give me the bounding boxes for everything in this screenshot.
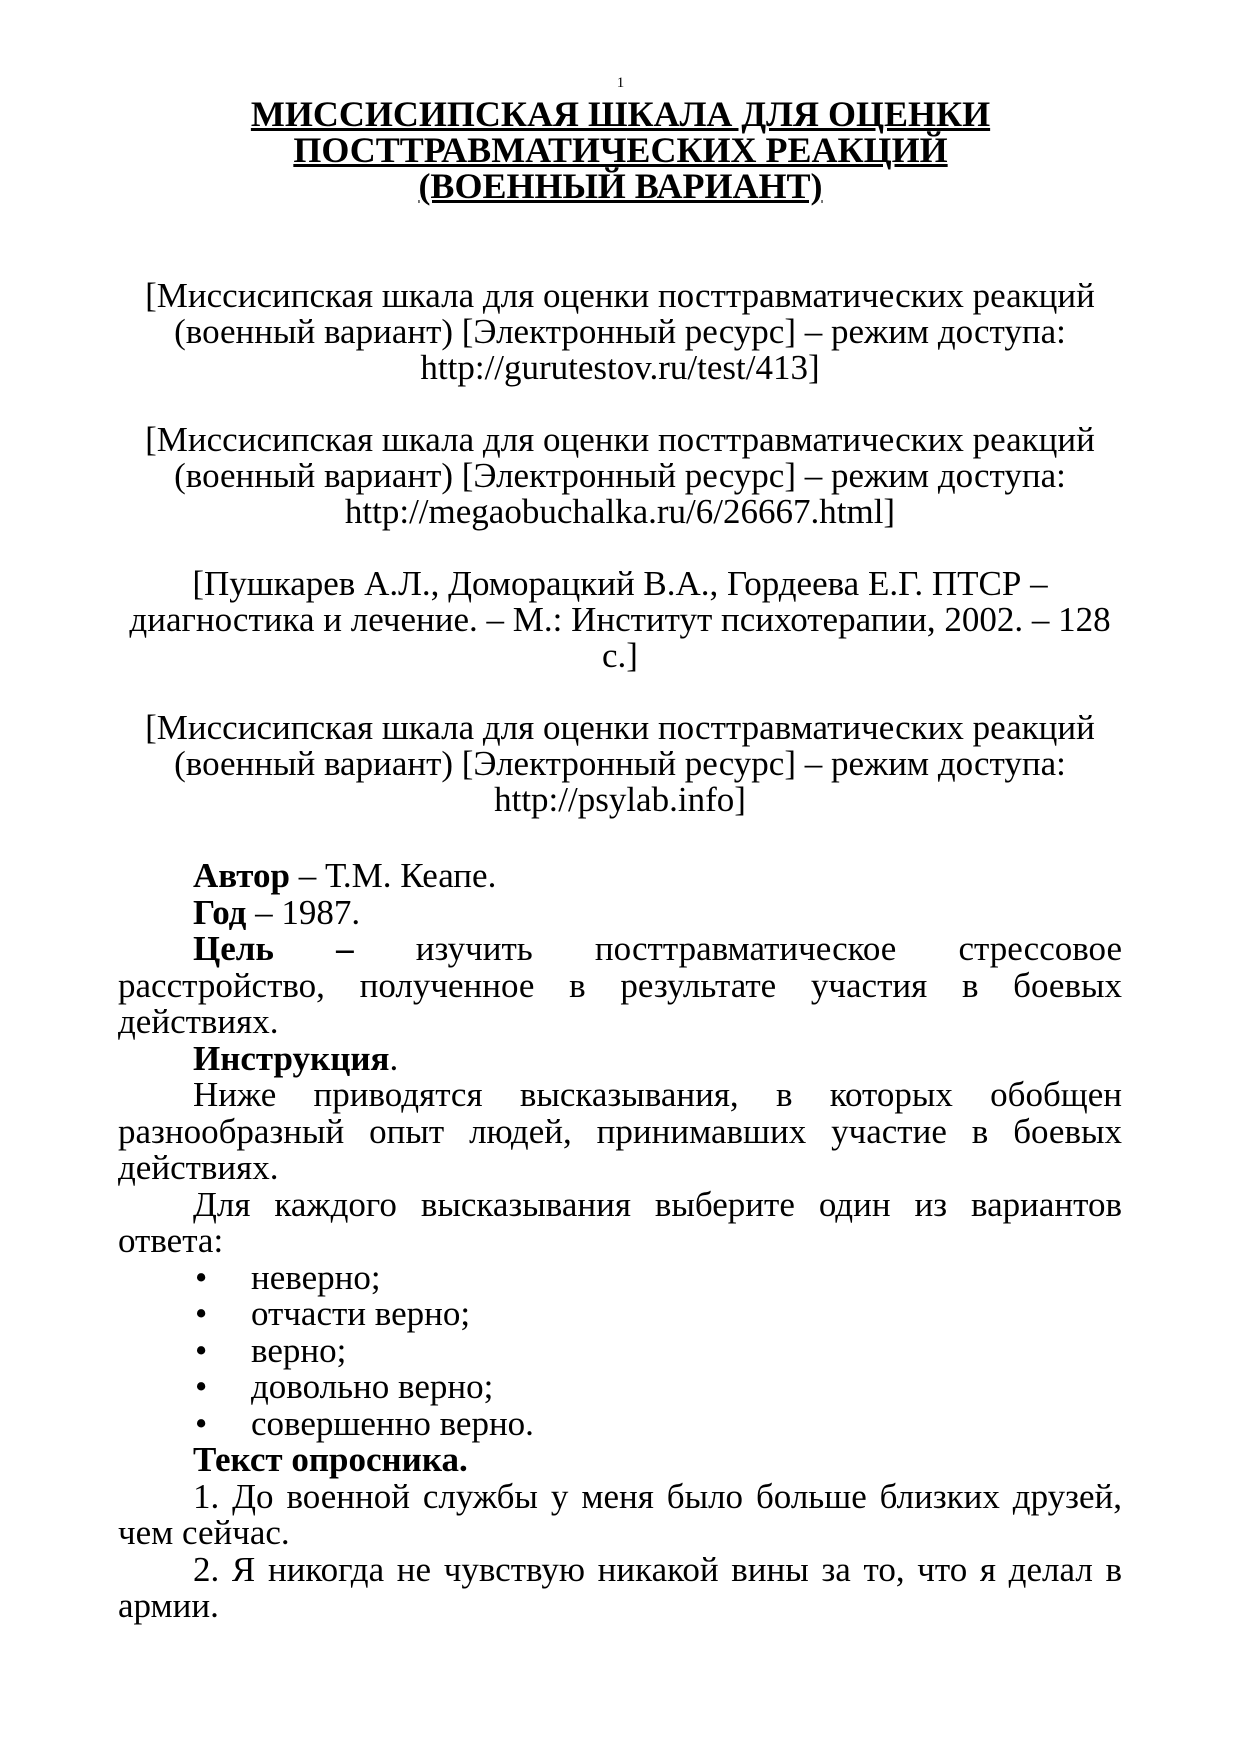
option-label: неверно; (251, 1257, 381, 1297)
year-line (118, 892, 1122, 932)
author-value: – Т.М. Кеапе. (290, 856, 497, 895)
question-item-2: 2. Я никогда не чувствую никакой вины за то, что я делал в армии. (118, 1549, 1122, 1625)
list-item (118, 1296, 1122, 1333)
year-label: Год (193, 892, 247, 932)
author-line (118, 858, 1122, 895)
page-number: 1 (616, 75, 625, 91)
title-line-3: (ВОЕННЫЙ ВАРИАНТ) (418, 166, 823, 206)
instruction-label-suffix: . (389, 1038, 399, 1078)
document-title (0, 96, 1241, 204)
bullet-icon: • (195, 1403, 208, 1443)
instruction-heading (118, 1038, 1122, 1078)
option-label: довольно верно; (251, 1367, 494, 1406)
title-line-1: МИССИСИПСКАЯ ШКАЛА ДЛЯ ОЦЕНКИ (250, 94, 991, 134)
title-line-2: ПОСТТРАВМАТИЧЕСКИХ РЕАКЦИЙ (293, 130, 948, 170)
option-label: отчасти верно; (251, 1294, 471, 1333)
reference-1: [Миссисипская шкала для оценки посттравматических реакций (военный вариант) [Электронный ресурс] – режим доступа: http://gurutestov.ru/test/413] (145, 276, 1095, 387)
list-item (118, 1330, 1122, 1370)
goal-label: Цель – (193, 929, 354, 968)
list-item (118, 1403, 1122, 1443)
option-label: верно; (251, 1330, 347, 1370)
answer-options-list (118, 1257, 1122, 1443)
goal-value: изучить посттравматическое стрессовое расстройство, полученное в результате участия в боевых действиях. (118, 929, 1123, 1041)
question-item-1: 1. До военной службы у меня было больше близких друзей, чем сейчас. (118, 1476, 1122, 1552)
goal-paragraph (118, 931, 1122, 1041)
bullet-icon: • (195, 1294, 208, 1333)
reference-4: [Миссисипская шкала для оценки посттравматических реакций (военный вариант) [Электронный ресурс] – режим доступа: http://psylab.info] (145, 708, 1095, 819)
references-block (115, 278, 1125, 854)
bullet-icon: • (195, 1367, 208, 1406)
instruction-label: Инструкция (193, 1038, 390, 1078)
year-value: – 1987. (246, 892, 361, 932)
option-label: совершенно верно. (251, 1403, 534, 1443)
reference-3: [Пушкарев А.Л., Доморацкий В.А., Гордеева Е.Г. ПТСР – диагностика и лечение. – М.: Институт психотерапии, 2002. – 128 с.] (129, 564, 1111, 675)
reference-2: [Миссисипская шкала для оценки посттравматических реакций (военный вариант) [Электронный ресурс] – режим доступа: http://megaobuchalka.ru/6/26667.html] (145, 420, 1095, 531)
questionnaire-heading: Текст опросника. (193, 1440, 468, 1479)
bullet-icon: • (195, 1257, 208, 1297)
author-label: Автор (193, 856, 291, 895)
list-item (118, 1369, 1122, 1406)
instruction-paragraph-1: Ниже приводятся высказывания, в которых обобщен разнообразный опыт людей, принимавших участие в боевых действиях. (118, 1075, 1122, 1187)
document-body (118, 858, 1122, 1625)
bullet-icon: • (195, 1330, 208, 1370)
list-item (118, 1257, 1122, 1297)
instruction-paragraph-2: Для каждого высказывания выберите один из вариантов ответа: (118, 1184, 1122, 1260)
